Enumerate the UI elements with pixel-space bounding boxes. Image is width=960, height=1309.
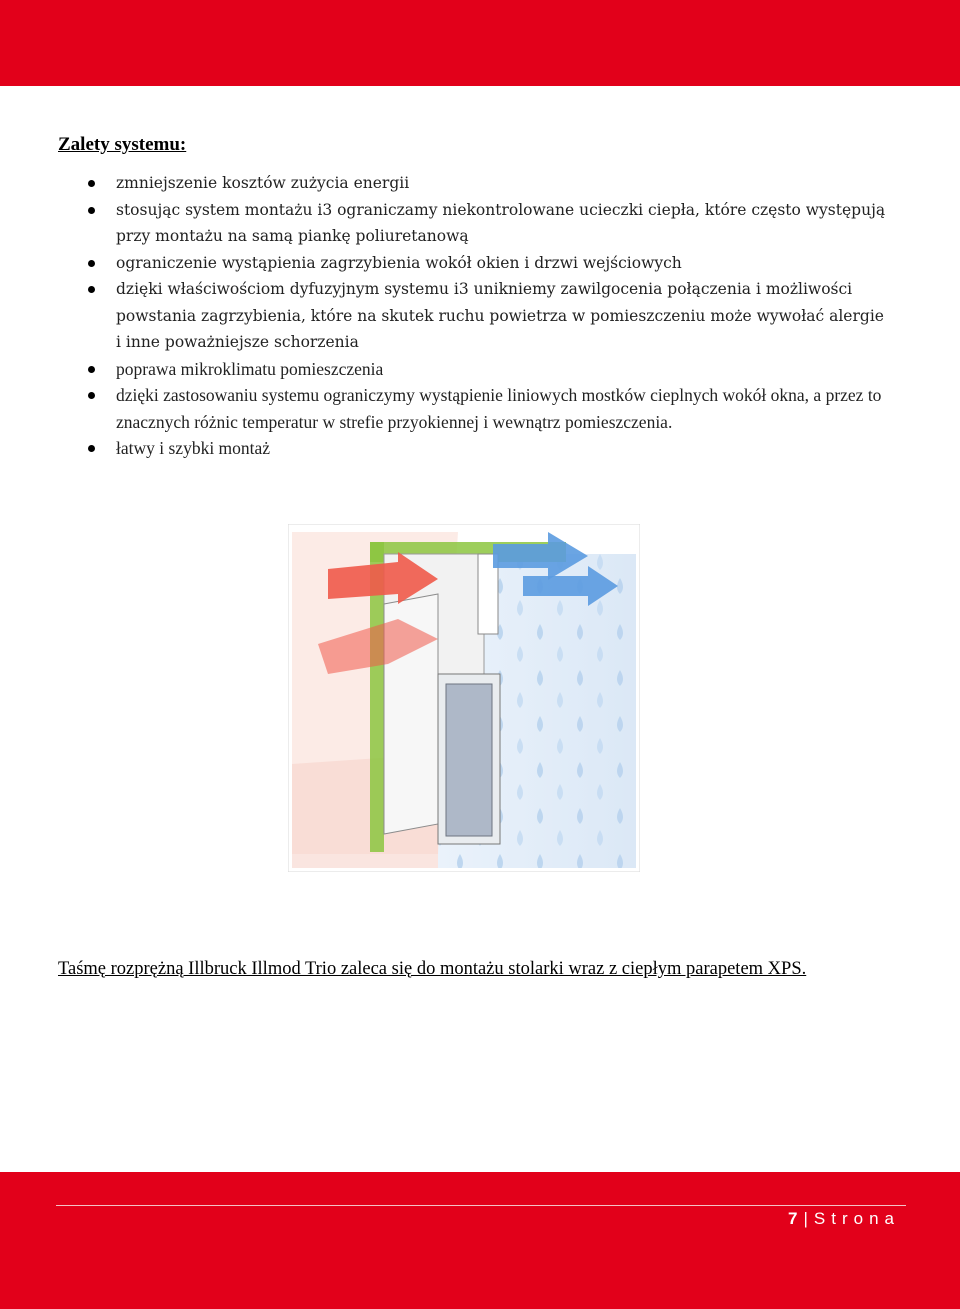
list-item: ograniczenie wystąpienia zagrzybienia wokół okien i drzwi wejściowych (88, 250, 888, 277)
list-item: zmniejszenie kosztów zużycia energii (88, 170, 888, 197)
list-item: stosując system montażu i3 ograniczamy niekontrolowane ucieczki ciepła, które często występują przy montażu na samą piankę poliuretanową (88, 197, 888, 250)
page-number: 7 (788, 1209, 798, 1228)
section-title: Zalety systemu: (58, 134, 187, 155)
list-item: poprawa mikroklimatu pomieszczenia (88, 356, 888, 383)
closing-note: Taśmę rozprężną Illbruck Illmod Trio zaleca się do montażu stolarki wraz z ciepłym parapetem XPS. (58, 959, 807, 979)
window-installation-diagram (288, 524, 640, 872)
list-item: dzięki właściwościom dyfuzyjnym systemu i3 unikniemy zawilgocenia połączenia i możliwości powstania zagrzybienia, które na skutek ruchu powietrza w pomieszczeniu może wywołać alergie i inne poważniejsze schorzenia (88, 276, 888, 356)
window-glass (446, 684, 492, 836)
list-item: łatwy i szybki montaż (88, 435, 888, 462)
footer-divider (56, 1205, 906, 1206)
page-separator: | (803, 1209, 808, 1228)
benefits-list (88, 170, 888, 462)
list-item: dzięki zastosowaniu systemu ograniczymy wystąpienie liniowych mostków cieplnych wokół okna, a przez to znacznych różnic temperatur w strefie przyokiennej i wewnątrz pomieszczenia. (88, 382, 888, 435)
page-indicator (788, 1209, 900, 1229)
page-word: Strona (813, 1209, 900, 1228)
header-band (0, 0, 960, 86)
footer-band (0, 1172, 960, 1309)
